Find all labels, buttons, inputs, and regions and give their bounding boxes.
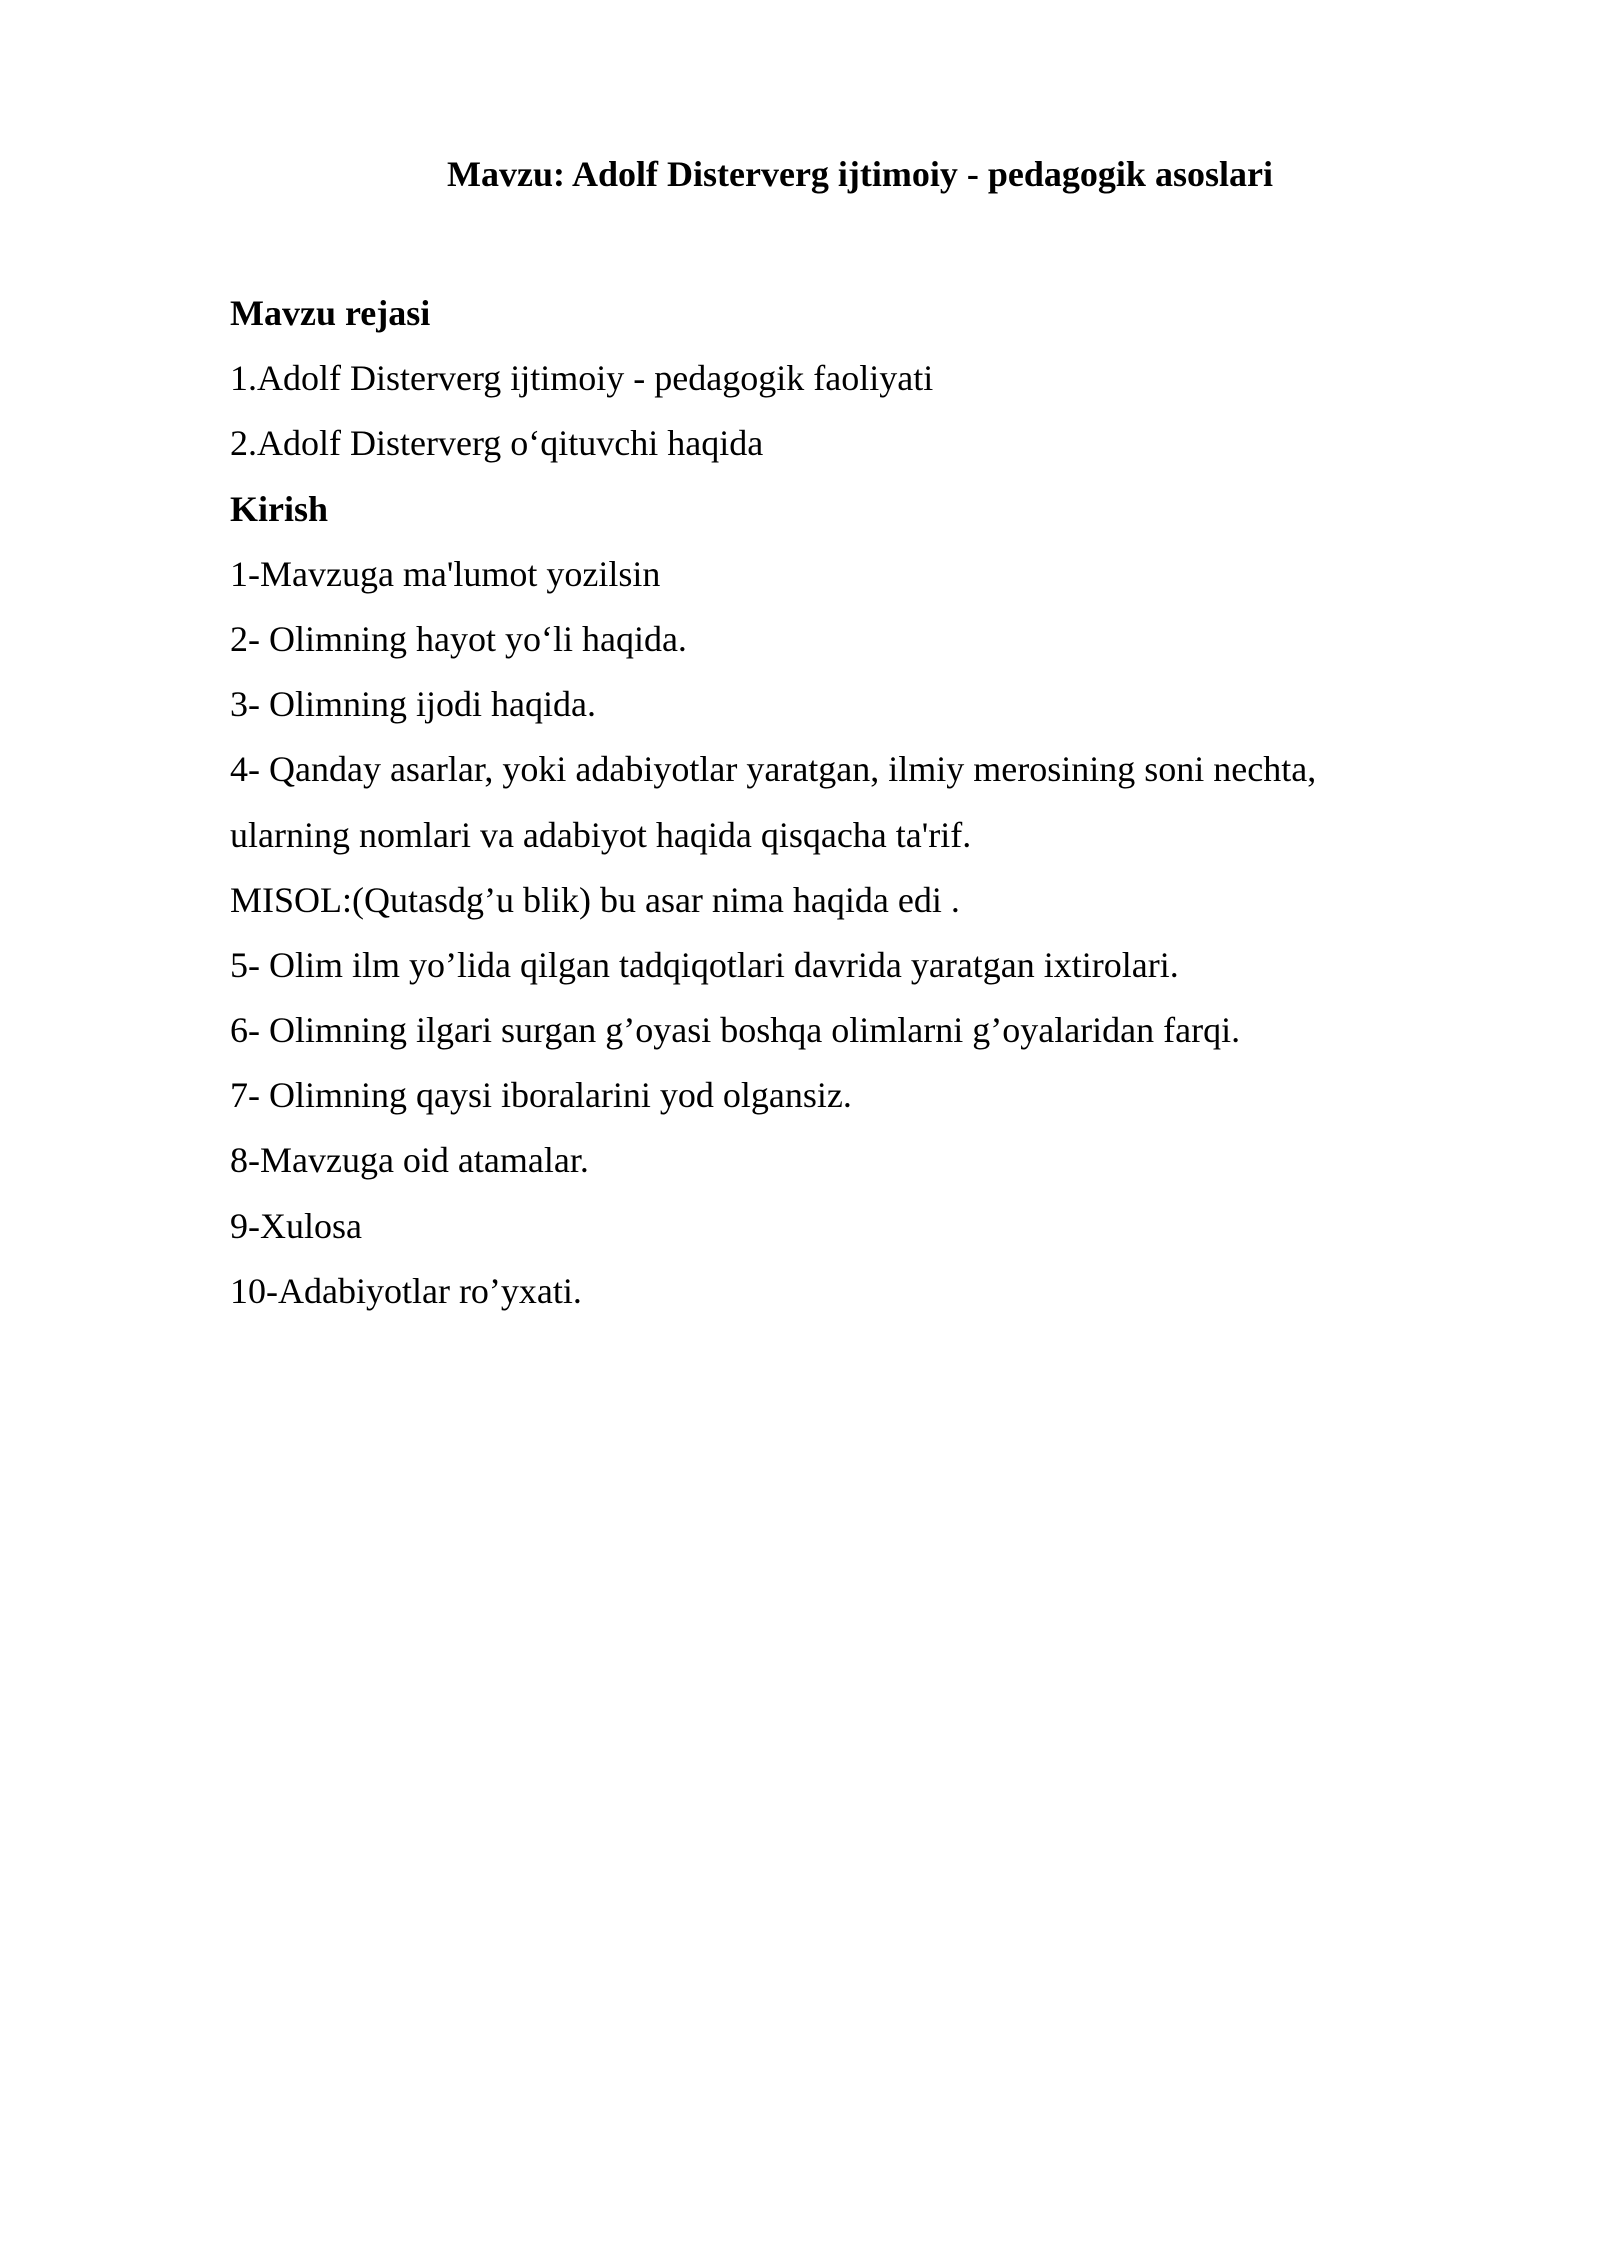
document-title: Mavzu: Adolf Disterverg ijtimoiy - pedagogik asoslari: [447, 154, 1273, 194]
intro-item: 5- Olim ilm yo’lida qilgan tadqiqotlari davrida yaratgan ixtirolari.: [230, 944, 1179, 985]
intro-item: 6- Olimning ilgari surgan g’oyasi boshqa olimlarni g’oyalaridan farqi.: [230, 1010, 1241, 1051]
intro-item: MISOL:(Qutasdg’u blik) bu asar nima haqida edi .: [230, 879, 960, 920]
document-body: [230, 281, 1430, 1324]
intro-item: 1-Mavzuga ma'lumot yozilsin: [230, 553, 661, 594]
intro-item: 7- Olimning qaysi iboralarini yod olgansiz.: [230, 1075, 852, 1116]
plan-item: 2.Adolf Disterverg o‘qituvchi haqida: [230, 423, 764, 464]
plan-heading: Mavzu rejasi: [230, 293, 431, 333]
intro-item: 10-Adabiyotlar ro’yxati.: [230, 1270, 582, 1311]
intro-heading: Kirish: [230, 488, 329, 529]
intro-item: 8-Mavzuga oid atamalar.: [230, 1140, 589, 1181]
plan-item: 1.Adolf Disterverg ijtimoiy - pedagogik faoliyati: [230, 358, 934, 399]
intro-item: ularning nomlari va adabiyot haqida qisqacha ta'rif.: [230, 814, 972, 855]
intro-item: 3- Olimning ijodi haqida.: [230, 684, 596, 725]
intro-item: 4- Qanday asarlar, yoki adabiyotlar yaratgan, ilmiy merosining soni nechta,: [230, 749, 1317, 790]
intro-item: 2- Olimning hayot yo‘li haqida.: [230, 618, 687, 659]
intro-item: 9-Xulosa: [230, 1205, 362, 1246]
